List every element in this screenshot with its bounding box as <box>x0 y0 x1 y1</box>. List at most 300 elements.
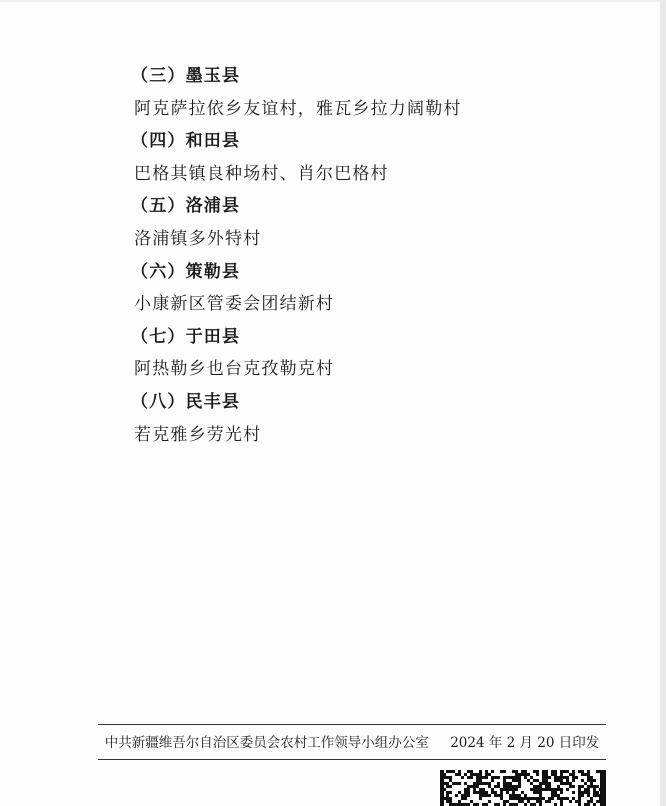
barcode-module <box>482 782 485 785</box>
barcode-module <box>458 782 461 785</box>
barcode-module <box>506 782 509 785</box>
barcode-module <box>527 797 530 800</box>
barcode-module <box>536 788 539 791</box>
barcode-module <box>446 791 449 794</box>
barcode-module <box>530 797 533 800</box>
barcode-module <box>512 788 515 791</box>
barcode-border <box>440 770 444 806</box>
barcode-module <box>485 791 488 794</box>
barcode-module <box>476 776 479 779</box>
barcode-module <box>587 785 590 788</box>
barcode-module <box>569 773 572 776</box>
barcode-module <box>506 800 509 803</box>
barcode-module <box>458 791 461 794</box>
barcode-module <box>581 773 584 776</box>
barcode-module <box>560 776 563 779</box>
barcode-module <box>479 794 482 797</box>
barcode-module <box>524 794 527 797</box>
barcode-module <box>497 776 500 779</box>
barcode-module <box>521 797 524 800</box>
barcode-module <box>530 776 533 779</box>
barcode-module <box>551 791 554 794</box>
barcode-module <box>512 770 515 773</box>
barcode-module <box>587 776 590 779</box>
barcode-module <box>572 797 575 800</box>
barcode-module <box>470 800 473 803</box>
barcode-module <box>572 779 575 782</box>
barcode-module <box>452 782 455 785</box>
barcode-module <box>461 794 464 797</box>
section-heading-yutian: （七）于田县 <box>131 326 241 347</box>
barcode-module <box>548 800 551 803</box>
barcode-module <box>500 797 503 800</box>
barcode-module <box>557 788 560 791</box>
section-text-hetian: 巴格其镇良种场村、肖尔巴格村 <box>134 163 389 184</box>
barcode-module <box>488 782 491 785</box>
barcode-module <box>506 791 509 794</box>
barcode-module <box>551 788 554 791</box>
barcode-module <box>455 773 458 776</box>
barcode-module <box>491 788 494 791</box>
section-text-minfeng: 若克雅乡劳光村 <box>134 424 262 445</box>
barcode-module <box>521 773 524 776</box>
barcode-module <box>560 791 563 794</box>
barcode-module <box>539 785 542 788</box>
barcode-module <box>521 800 524 803</box>
barcode-module <box>515 776 518 779</box>
barcode-module <box>503 785 506 788</box>
barcode-module <box>518 800 521 803</box>
barcode-module <box>485 770 488 773</box>
barcode-module <box>476 785 479 788</box>
barcode-module <box>458 770 461 773</box>
barcode-module <box>593 794 596 797</box>
barcode-module <box>542 797 545 800</box>
barcode-module <box>590 797 593 800</box>
barcode-module <box>455 782 458 785</box>
barcode-module <box>452 770 455 773</box>
barcode-module <box>467 791 470 794</box>
barcode-module <box>512 776 515 779</box>
barcode-module <box>551 770 554 773</box>
barcode-module <box>581 779 584 782</box>
footer-gap <box>433 735 446 751</box>
barcode-module <box>521 770 524 773</box>
barcode-module <box>518 785 521 788</box>
barcode-module <box>590 782 593 785</box>
barcode-module <box>449 800 452 803</box>
barcode-module <box>578 788 581 791</box>
barcode-module <box>539 788 542 791</box>
barcode-module <box>536 770 539 773</box>
barcode-module <box>578 794 581 797</box>
barcode-module <box>551 773 554 776</box>
barcode-module <box>485 782 488 785</box>
barcode-module <box>479 770 482 773</box>
section-heading-hetian: （四）和田县 <box>131 131 241 152</box>
barcode-module <box>500 791 503 794</box>
barcode-module <box>479 797 482 800</box>
barcode-module <box>545 779 548 782</box>
barcode-module <box>524 797 527 800</box>
barcode-module <box>518 797 521 800</box>
barcode-module <box>479 779 482 782</box>
barcode-module <box>515 788 518 791</box>
barcode-module <box>497 794 500 797</box>
barcode-module <box>476 779 479 782</box>
barcode-module <box>446 800 449 803</box>
barcode-module <box>500 794 503 797</box>
barcode-module <box>503 770 506 773</box>
barcode-module <box>497 782 500 785</box>
barcode-module <box>581 785 584 788</box>
barcode-icon <box>440 770 606 806</box>
barcode-module <box>494 791 497 794</box>
barcode-module <box>572 773 575 776</box>
barcode-module <box>563 776 566 779</box>
barcode-module <box>542 788 545 791</box>
barcode-module <box>539 797 542 800</box>
barcode-module <box>500 788 503 791</box>
barcode-module <box>476 782 479 785</box>
barcode-module <box>518 776 521 779</box>
section-text-cele: 小康新区管委会团结新村 <box>134 294 335 315</box>
barcode-module <box>542 782 545 785</box>
barcode-module <box>539 782 542 785</box>
barcode-module <box>596 800 599 803</box>
barcode-module <box>503 779 506 782</box>
barcode-module <box>482 776 485 779</box>
barcode-module <box>566 779 569 782</box>
barcode-module <box>512 797 515 800</box>
barcode-module <box>548 776 551 779</box>
page-right-edge <box>660 0 666 806</box>
barcode-module <box>515 779 518 782</box>
barcode-module <box>548 797 551 800</box>
barcode-module <box>479 782 482 785</box>
barcode-module <box>470 785 473 788</box>
barcode-module <box>458 800 461 803</box>
barcode-module <box>515 794 518 797</box>
barcode-module <box>575 800 578 803</box>
barcode-module <box>569 785 572 788</box>
section-heading-cele: （六）策勒县 <box>131 261 241 282</box>
barcode-module <box>464 773 467 776</box>
barcode-module <box>560 797 563 800</box>
barcode-module <box>449 776 452 779</box>
barcode-module <box>446 785 449 788</box>
barcode-module <box>596 770 599 773</box>
barcode-module <box>587 791 590 794</box>
barcode-module <box>482 791 485 794</box>
barcode-module <box>554 773 557 776</box>
barcode-module <box>539 794 542 797</box>
barcode-module <box>584 773 587 776</box>
barcode-border <box>600 770 606 806</box>
barcode-module <box>557 776 560 779</box>
barcode-module <box>515 773 518 776</box>
barcode-module <box>569 782 572 785</box>
barcode-module <box>554 788 557 791</box>
barcode-module <box>467 788 470 791</box>
barcode-module <box>473 791 476 794</box>
barcode-module <box>539 800 542 803</box>
barcode-module <box>464 791 467 794</box>
barcode-module <box>464 797 467 800</box>
barcode-module <box>515 785 518 788</box>
barcode-module <box>578 770 581 773</box>
barcode-module <box>533 788 536 791</box>
barcode-module <box>590 785 593 788</box>
barcode-module <box>560 779 563 782</box>
barcode-module <box>572 776 575 779</box>
barcode-module <box>545 800 548 803</box>
barcode-module <box>476 791 479 794</box>
barcode-module <box>530 782 533 785</box>
barcode-module <box>596 791 599 794</box>
barcode-module <box>527 800 530 803</box>
barcode-module <box>512 785 515 788</box>
barcode-module <box>581 794 584 797</box>
barcode-module <box>566 782 569 785</box>
barcode-module <box>488 773 491 776</box>
barcode-module <box>482 794 485 797</box>
barcode-module <box>506 785 509 788</box>
barcode-module <box>494 794 497 797</box>
barcode-module <box>455 794 458 797</box>
barcode-module <box>494 785 497 788</box>
barcode-module <box>557 794 560 797</box>
barcode-module <box>572 785 575 788</box>
barcode-module <box>518 773 521 776</box>
barcode-module <box>551 794 554 797</box>
barcode-module <box>503 776 506 779</box>
barcode-module <box>512 791 515 794</box>
barcode-module <box>587 800 590 803</box>
barcode-module <box>581 791 584 794</box>
barcode-module <box>497 785 500 788</box>
barcode-module <box>446 776 449 779</box>
barcode-module <box>563 797 566 800</box>
barcode-module <box>545 776 548 779</box>
barcode-module <box>491 776 494 779</box>
barcode-module <box>488 794 491 797</box>
barcode-module <box>581 770 584 773</box>
barcode-module <box>560 782 563 785</box>
barcode-module <box>461 776 464 779</box>
barcode-module <box>461 797 464 800</box>
barcode-graphic <box>440 770 606 806</box>
barcode-module <box>545 773 548 776</box>
barcode-module <box>449 797 452 800</box>
barcode-module <box>509 785 512 788</box>
barcode-module <box>551 797 554 800</box>
section-text-moyu: 阿克萨拉依乡友谊村，雅瓦乡拉力阔勒村 <box>134 98 462 119</box>
barcode-module <box>458 773 461 776</box>
barcode-module <box>590 800 593 803</box>
barcode-module <box>500 770 503 773</box>
barcode-module <box>467 794 470 797</box>
barcode-module <box>527 779 530 782</box>
barcode-module <box>575 776 578 779</box>
barcode-module <box>479 791 482 794</box>
barcode-module <box>521 791 524 794</box>
barcode-module <box>569 800 572 803</box>
barcode-module <box>530 788 533 791</box>
section-text-yutian: 阿热勒乡也台克孜勒克村 <box>134 359 335 380</box>
barcode-module <box>518 779 521 782</box>
barcode-module <box>536 791 539 794</box>
barcode-module <box>584 782 587 785</box>
section-text-luopu: 洛浦镇多外特村 <box>134 228 262 249</box>
barcode-module <box>578 791 581 794</box>
barcode-module <box>596 785 599 788</box>
barcode-module <box>515 797 518 800</box>
barcode-module <box>479 773 482 776</box>
barcode-module <box>548 788 551 791</box>
barcode-module <box>485 794 488 797</box>
barcode-module <box>554 776 557 779</box>
barcode-module <box>566 797 569 800</box>
barcode-module <box>554 791 557 794</box>
barcode-module <box>449 770 452 773</box>
barcode-module <box>491 779 494 782</box>
barcode-module <box>509 794 512 797</box>
barcode-module <box>572 770 575 773</box>
barcode-module <box>572 791 575 794</box>
barcode-module <box>449 791 452 794</box>
barcode-module <box>482 788 485 791</box>
barcode-module <box>494 776 497 779</box>
barcode-module <box>554 779 557 782</box>
barcode-module <box>542 776 545 779</box>
section-heading-minfeng: （八）民丰县 <box>131 391 241 412</box>
barcode-module <box>491 791 494 794</box>
footer-bottom-rule <box>98 759 606 760</box>
barcode-module <box>557 785 560 788</box>
barcode-module <box>524 770 527 773</box>
footer-issuer-line <box>98 730 606 756</box>
barcode-module <box>503 788 506 791</box>
barcode-module <box>545 782 548 785</box>
barcode-module <box>587 779 590 782</box>
barcode-module <box>548 782 551 785</box>
barcode-module <box>470 776 473 779</box>
section-heading-luopu: （五）洛浦县 <box>131 196 241 217</box>
barcode-module <box>464 788 467 791</box>
barcode-module <box>473 773 476 776</box>
barcode-module <box>515 770 518 773</box>
barcode-module <box>578 800 581 803</box>
barcode-module <box>470 773 473 776</box>
barcode-module <box>509 788 512 791</box>
barcode-module <box>470 770 473 773</box>
barcode-module <box>578 797 581 800</box>
footer-top-rule <box>98 724 606 725</box>
barcode-module <box>545 785 548 788</box>
barcode-module <box>587 794 590 797</box>
barcode-module <box>512 779 515 782</box>
barcode-module <box>506 776 509 779</box>
barcode-module <box>587 788 590 791</box>
barcode-module <box>464 794 467 797</box>
barcode-module <box>509 797 512 800</box>
barcode-module <box>587 770 590 773</box>
barcode-module <box>578 785 581 788</box>
barcode-module <box>593 788 596 791</box>
barcode-module <box>446 797 449 800</box>
barcode-module <box>533 791 536 794</box>
barcode-module <box>560 773 563 776</box>
barcode-module <box>491 770 494 773</box>
barcode-module <box>557 779 560 782</box>
barcode-module <box>593 791 596 794</box>
barcode-module <box>548 785 551 788</box>
barcode-module <box>590 776 593 779</box>
barcode-module <box>542 779 545 782</box>
barcode-module <box>518 794 521 797</box>
barcode-module <box>488 800 491 803</box>
barcode-module <box>533 785 536 788</box>
barcode-module <box>467 770 470 773</box>
barcode-module <box>584 788 587 791</box>
barcode-module <box>545 788 548 791</box>
barcode-module <box>503 800 506 803</box>
barcode-module <box>542 773 545 776</box>
barcode-module <box>503 782 506 785</box>
barcode-module <box>566 788 569 791</box>
barcode-module <box>485 773 488 776</box>
barcode-module <box>446 770 449 773</box>
barcode-module <box>536 785 539 788</box>
barcode-module <box>518 782 521 785</box>
barcode-module <box>596 794 599 797</box>
barcode-module <box>476 773 479 776</box>
barcode-module <box>533 779 536 782</box>
section-heading-moyu: （三）墨玉县 <box>131 66 241 86</box>
barcode-module <box>560 770 563 773</box>
barcode-module <box>587 773 590 776</box>
barcode-module <box>539 791 542 794</box>
barcode-module <box>473 785 476 788</box>
footer-issuer: 中共新疆维吾尔自治区委员会农村工作领导小组办公室 <box>104 735 429 751</box>
barcode-module <box>464 782 467 785</box>
barcode-module <box>449 779 452 782</box>
barcode-module <box>479 776 482 779</box>
barcode-module <box>536 779 539 782</box>
barcode-module <box>527 773 530 776</box>
barcode-module <box>560 788 563 791</box>
barcode-module <box>590 779 593 782</box>
barcode-module <box>542 770 545 773</box>
barcode-module <box>533 797 536 800</box>
barcode-module <box>533 770 536 773</box>
barcode-module <box>563 770 566 773</box>
barcode-module <box>545 770 548 773</box>
barcode-module <box>473 782 476 785</box>
page-top-edge <box>0 0 666 2</box>
barcode-module <box>524 776 527 779</box>
barcode-module <box>506 788 509 791</box>
barcode-module <box>557 797 560 800</box>
document-body <box>131 60 574 451</box>
barcode-module <box>593 785 596 788</box>
barcode-module <box>449 785 452 788</box>
barcode-module <box>467 785 470 788</box>
barcode-module <box>485 776 488 779</box>
barcode-module <box>512 794 515 797</box>
footer-date: 2024 年 2 月 20 日印发 <box>450 735 600 751</box>
